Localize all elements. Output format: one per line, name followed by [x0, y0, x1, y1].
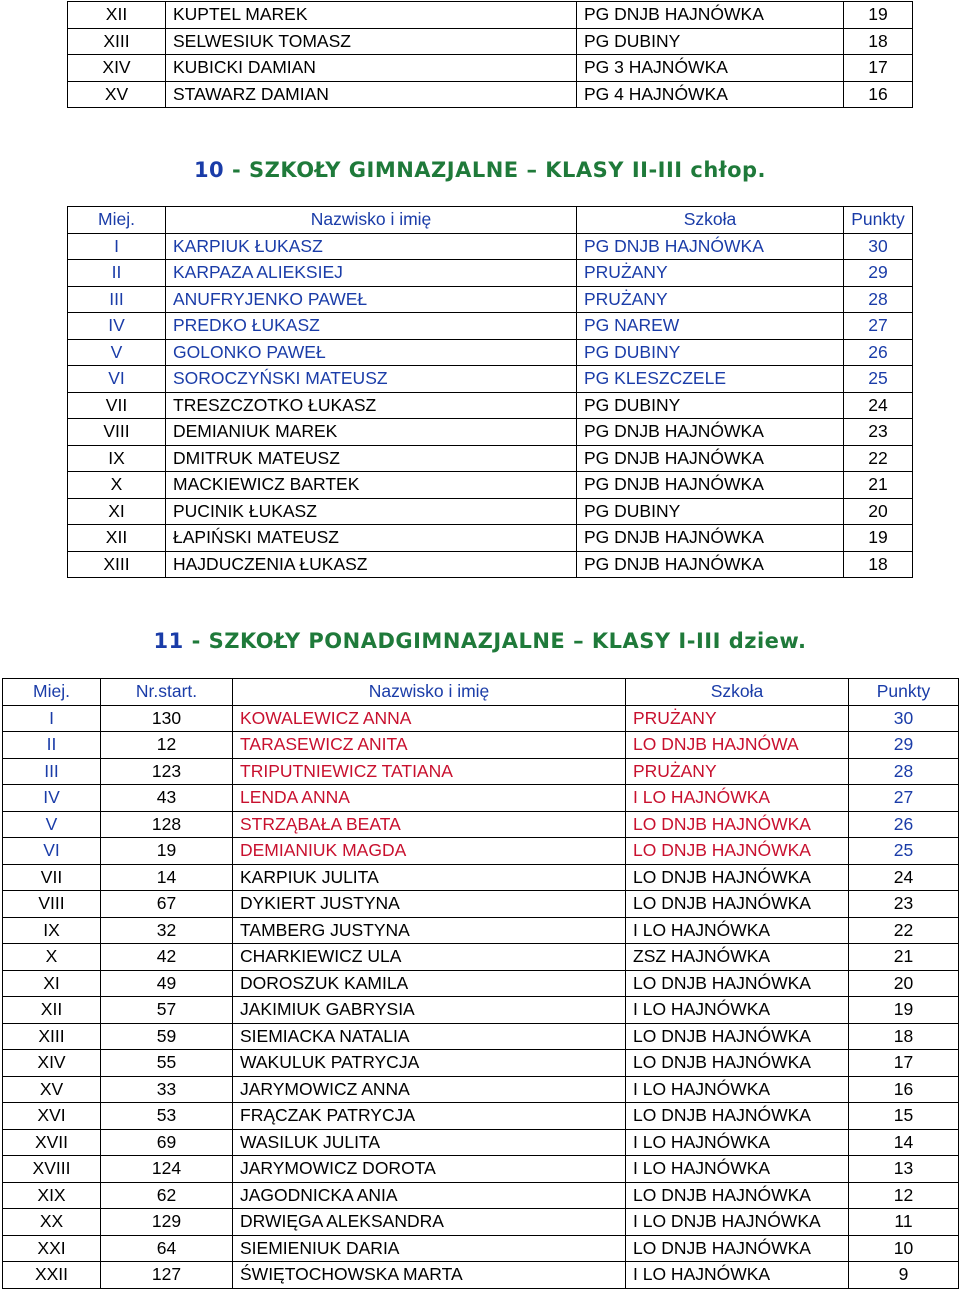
cell-place: XII [68, 525, 166, 552]
table-row [68, 472, 913, 499]
cell-name: PREDKO ŁUKASZ [166, 313, 577, 340]
table-row [3, 1156, 959, 1183]
results-table-section-10 [67, 206, 913, 578]
cell-name: JAKIMIUK GABRYSIA [233, 997, 626, 1024]
cell-name: KARPIUK JULITA [233, 864, 626, 891]
cell-school: PRUŻANY [577, 260, 844, 287]
cell-points: 15 [849, 1103, 959, 1130]
cell-place: XIV [68, 55, 166, 82]
cell-school: PRUŻANY [626, 758, 849, 785]
cell-school: LO DNJB HAJNÓWKA [626, 1023, 849, 1050]
cell-place: XVII [3, 1129, 101, 1156]
table-row [68, 392, 913, 419]
cell-points: 25 [844, 366, 913, 393]
table-row [3, 917, 959, 944]
cell-name: DYKIERT JUSTYNA [233, 891, 626, 918]
cell-name: TAMBERG JUSTYNA [233, 917, 626, 944]
cell-points: 9 [849, 1262, 959, 1289]
cell-points: 21 [844, 472, 913, 499]
cell-school: LO DNJB HAJNÓWKA [626, 1182, 849, 1209]
cell-name: KOWALEWICZ ANNA [233, 705, 626, 732]
header-points: Punkty [849, 679, 959, 706]
table-row [3, 891, 959, 918]
cell-place: XX [3, 1209, 101, 1236]
cell-start-number: 127 [101, 1262, 233, 1289]
cell-start-number: 69 [101, 1129, 233, 1156]
cell-points: 17 [844, 55, 913, 82]
cell-place: VIII [68, 419, 166, 446]
table-row [3, 1076, 959, 1103]
cell-school: LO DNJB HAJNÓWKA [626, 838, 849, 865]
cell-place: VIII [3, 891, 101, 918]
table-row [3, 944, 959, 971]
cell-start-number: 55 [101, 1050, 233, 1077]
cell-start-number: 19 [101, 838, 233, 865]
cell-place: I [3, 705, 101, 732]
cell-name: PUCINIK ŁUKASZ [166, 498, 577, 525]
cell-start-number: 129 [101, 1209, 233, 1236]
table-header-row [68, 207, 913, 234]
cell-name: TRESZCZOTKO ŁUKASZ [166, 392, 577, 419]
cell-start-number: 14 [101, 864, 233, 891]
cell-start-number: 67 [101, 891, 233, 918]
table-row [68, 525, 913, 552]
cell-points: 24 [849, 864, 959, 891]
table-row [3, 838, 959, 865]
cell-points: 27 [849, 785, 959, 812]
cell-points: 28 [844, 286, 913, 313]
cell-school: LO DNJB HAJNÓWA [626, 732, 849, 759]
table-row [68, 419, 913, 446]
table-row [3, 1050, 959, 1077]
table-row [68, 286, 913, 313]
table-row [3, 1262, 959, 1289]
cell-school: PG DUBINY [577, 28, 844, 55]
cell-place: X [68, 472, 166, 499]
table-row [68, 551, 913, 578]
table-row [68, 498, 913, 525]
cell-school: LO DNJB HAJNÓWKA [626, 1050, 849, 1077]
cell-name: TARASEWICZ ANITA [233, 732, 626, 759]
cell-points: 19 [844, 2, 913, 29]
cell-name: GOLONKO PAWEŁ [166, 339, 577, 366]
cell-school: PG NAREW [577, 313, 844, 340]
cell-school: PG DNJB HAJNÓWKA [577, 419, 844, 446]
cell-place: XV [68, 81, 166, 108]
cell-school: PG DUBINY [577, 498, 844, 525]
section-11-title: - SZKOŁY PONADGIMNAZJALNE – KLASY I-III dziew. [183, 629, 807, 653]
cell-place: II [3, 732, 101, 759]
table-row [68, 313, 913, 340]
cell-start-number: 62 [101, 1182, 233, 1209]
section-10-heading [0, 158, 960, 182]
cell-school: I LO HAJNÓWKA [626, 997, 849, 1024]
cell-name: HAJDUCZENIA ŁUKASZ [166, 551, 577, 578]
cell-points: 23 [844, 419, 913, 446]
table-row [68, 55, 913, 82]
cell-place: V [3, 811, 101, 838]
cell-place: XI [3, 970, 101, 997]
cell-points: 14 [849, 1129, 959, 1156]
header-points: Punkty [844, 207, 913, 234]
cell-school: PG DUBINY [577, 392, 844, 419]
table-row [68, 366, 913, 393]
cell-points: 13 [849, 1156, 959, 1183]
cell-place: XI [68, 498, 166, 525]
cell-start-number: 53 [101, 1103, 233, 1130]
cell-place: VII [3, 864, 101, 891]
table-row [3, 997, 959, 1024]
cell-points: 20 [844, 498, 913, 525]
table-row [68, 233, 913, 260]
cell-name: SELWESIUK TOMASZ [166, 28, 577, 55]
cell-name: WAKULUK PATRYCJA [233, 1050, 626, 1077]
cell-place: IX [3, 917, 101, 944]
cell-start-number: 43 [101, 785, 233, 812]
cell-name: CHARKIEWICZ ULA [233, 944, 626, 971]
table-row [3, 1182, 959, 1209]
cell-points: 16 [849, 1076, 959, 1103]
cell-name: DOROSZUK KAMILA [233, 970, 626, 997]
cell-name: SOROCZYŃSKI MATEUSZ [166, 366, 577, 393]
cell-points: 10 [849, 1235, 959, 1262]
cell-start-number: 123 [101, 758, 233, 785]
cell-school: I LO HAJNÓWKA [626, 1129, 849, 1156]
cell-points: 26 [849, 811, 959, 838]
cell-points: 19 [844, 525, 913, 552]
table-row [3, 1235, 959, 1262]
cell-points: 26 [844, 339, 913, 366]
cell-school: LO DNJB HAJNÓWKA [626, 811, 849, 838]
cell-start-number: 59 [101, 1023, 233, 1050]
table-row [68, 445, 913, 472]
cell-name: DMITRUK MATEUSZ [166, 445, 577, 472]
cell-place: VI [3, 838, 101, 865]
header-name: Nazwisko i imię [166, 207, 577, 234]
cell-name: JARYMOWICZ DOROTA [233, 1156, 626, 1183]
cell-school: I LO HAJNÓWKA [626, 917, 849, 944]
section-10-title: - SZKOŁY GIMNAZJALNE – KLASY II-III chłop. [224, 158, 767, 182]
cell-name: KARPAZA ALIEKSIEJ [166, 260, 577, 287]
cell-start-number: 57 [101, 997, 233, 1024]
cell-school: PG KLESZCZELE [577, 366, 844, 393]
cell-points: 20 [849, 970, 959, 997]
cell-place: VII [68, 392, 166, 419]
cell-name: SIEMIACKA NATALIA [233, 1023, 626, 1050]
cell-school: LO DNJB HAJNÓWKA [626, 891, 849, 918]
cell-start-number: 130 [101, 705, 233, 732]
cell-school: PG DNJB HAJNÓWKA [577, 445, 844, 472]
cell-place: XIX [3, 1182, 101, 1209]
cell-place: XIII [68, 551, 166, 578]
header-place: Miej. [3, 679, 101, 706]
cell-points: 23 [849, 891, 959, 918]
cell-place: XVI [3, 1103, 101, 1130]
cell-place: XII [68, 2, 166, 29]
table-row [68, 2, 913, 29]
cell-points: 21 [849, 944, 959, 971]
results-table-section-11 [2, 678, 959, 1289]
cell-school: LO DNJB HAJNÓWKA [626, 1235, 849, 1262]
cell-place: IV [3, 785, 101, 812]
cell-start-number: 128 [101, 811, 233, 838]
cell-points: 19 [849, 997, 959, 1024]
table-row [68, 339, 913, 366]
cell-start-number: 33 [101, 1076, 233, 1103]
header-school: Szkoła [577, 207, 844, 234]
section-11-number: 11 [153, 629, 184, 653]
table-row [3, 864, 959, 891]
table-row [3, 811, 959, 838]
cell-points: 30 [844, 233, 913, 260]
cell-school: LO DNJB HAJNÓWKA [626, 864, 849, 891]
cell-place: XIII [3, 1023, 101, 1050]
cell-place: XII [3, 997, 101, 1024]
cell-name: LENDA ANNA [233, 785, 626, 812]
cell-place: XXI [3, 1235, 101, 1262]
cell-school: I LO HAJNÓWKA [626, 785, 849, 812]
cell-school: LO DNJB HAJNÓWKA [626, 970, 849, 997]
cell-name: KUBICKI DAMIAN [166, 55, 577, 82]
results-table-continued [67, 1, 913, 108]
cell-name: JARYMOWICZ ANNA [233, 1076, 626, 1103]
cell-start-number: 64 [101, 1235, 233, 1262]
cell-place: I [68, 233, 166, 260]
cell-school: ZSZ HAJNÓWKA [626, 944, 849, 971]
cell-place: XIII [68, 28, 166, 55]
table-row [68, 81, 913, 108]
header-place: Miej. [68, 207, 166, 234]
table-header-row [3, 679, 959, 706]
cell-name: KARPIUK ŁUKASZ [166, 233, 577, 260]
cell-place: III [68, 286, 166, 313]
cell-school: PG 4 HAJNÓWKA [577, 81, 844, 108]
cell-place: XXII [3, 1262, 101, 1289]
cell-place: XVIII [3, 1156, 101, 1183]
cell-points: 27 [844, 313, 913, 340]
cell-points: 11 [849, 1209, 959, 1236]
table-row [3, 1209, 959, 1236]
cell-place: X [3, 944, 101, 971]
cell-school: PG 3 HAJNÓWKA [577, 55, 844, 82]
cell-name: STRZĄBAŁA BEATA [233, 811, 626, 838]
cell-school: PG DNJB HAJNÓWKA [577, 551, 844, 578]
cell-school: PG DNJB HAJNÓWKA [577, 472, 844, 499]
cell-name: DEMIANIUK MAGDA [233, 838, 626, 865]
cell-points: 28 [849, 758, 959, 785]
cell-points: 25 [849, 838, 959, 865]
cell-place: III [3, 758, 101, 785]
header-school: Szkoła [626, 679, 849, 706]
cell-points: 29 [849, 732, 959, 759]
cell-start-number: 49 [101, 970, 233, 997]
table-row [3, 785, 959, 812]
cell-school: I LO HAJNÓWKA [626, 1076, 849, 1103]
cell-place: VI [68, 366, 166, 393]
cell-school: PG DNJB HAJNÓWKA [577, 2, 844, 29]
cell-name: ŁAPIŃSKI MATEUSZ [166, 525, 577, 552]
cell-points: 30 [849, 705, 959, 732]
cell-name: FRĄCZAK PATRYCJA [233, 1103, 626, 1130]
cell-points: 16 [844, 81, 913, 108]
cell-points: 29 [844, 260, 913, 287]
cell-points: 22 [849, 917, 959, 944]
cell-school: I LO HAJNÓWKA [626, 1156, 849, 1183]
cell-name: ŚWIĘTOCHOWSKA MARTA [233, 1262, 626, 1289]
table-row [3, 970, 959, 997]
table-row [3, 1129, 959, 1156]
cell-place: IV [68, 313, 166, 340]
cell-school: PG DUBINY [577, 339, 844, 366]
cell-name: MACKIEWICZ BARTEK [166, 472, 577, 499]
cell-place: XIV [3, 1050, 101, 1077]
cell-name: DEMIANIUK MAREK [166, 419, 577, 446]
cell-name: SIEMIENIUK DARIA [233, 1235, 626, 1262]
cell-school: LO DNJB HAJNÓWKA [626, 1103, 849, 1130]
cell-school: PG DNJB HAJNÓWKA [577, 525, 844, 552]
section-11-heading [0, 629, 960, 653]
table-row [3, 732, 959, 759]
cell-name: KUPTEL MAREK [166, 2, 577, 29]
cell-points: 12 [849, 1182, 959, 1209]
table-row [3, 1023, 959, 1050]
cell-school: PRUŻANY [626, 705, 849, 732]
cell-name: ANUFRYJENKO PAWEŁ [166, 286, 577, 313]
cell-name: JAGODNICKA ANIA [233, 1182, 626, 1209]
cell-place: II [68, 260, 166, 287]
cell-name: TRIPUTNIEWICZ TATIANA [233, 758, 626, 785]
table-row [68, 28, 913, 55]
section-10-number: 10 [193, 158, 225, 182]
header-start-number: Nr.start. [101, 679, 233, 706]
cell-school: I LO HAJNÓWKA [626, 1262, 849, 1289]
cell-start-number: 42 [101, 944, 233, 971]
cell-place: IX [68, 445, 166, 472]
cell-place: V [68, 339, 166, 366]
cell-points: 24 [844, 392, 913, 419]
header-name: Nazwisko i imię [233, 679, 626, 706]
table-row [3, 758, 959, 785]
cell-points: 17 [849, 1050, 959, 1077]
cell-start-number: 124 [101, 1156, 233, 1183]
cell-points: 18 [844, 551, 913, 578]
table-row [3, 705, 959, 732]
cell-name: WASILUK JULITA [233, 1129, 626, 1156]
cell-points: 18 [849, 1023, 959, 1050]
cell-school: PG DNJB HAJNÓWKA [577, 233, 844, 260]
table-row [68, 260, 913, 287]
cell-name: STAWARZ DAMIAN [166, 81, 577, 108]
cell-school: PRUŻANY [577, 286, 844, 313]
cell-place: XV [3, 1076, 101, 1103]
table-row [3, 1103, 959, 1130]
cell-name: DRWIĘGA ALEKSANDRA [233, 1209, 626, 1236]
cell-points: 22 [844, 445, 913, 472]
cell-start-number: 32 [101, 917, 233, 944]
cell-school: I LO DNJB HAJNÓWKA [626, 1209, 849, 1236]
cell-start-number: 12 [101, 732, 233, 759]
cell-points: 18 [844, 28, 913, 55]
